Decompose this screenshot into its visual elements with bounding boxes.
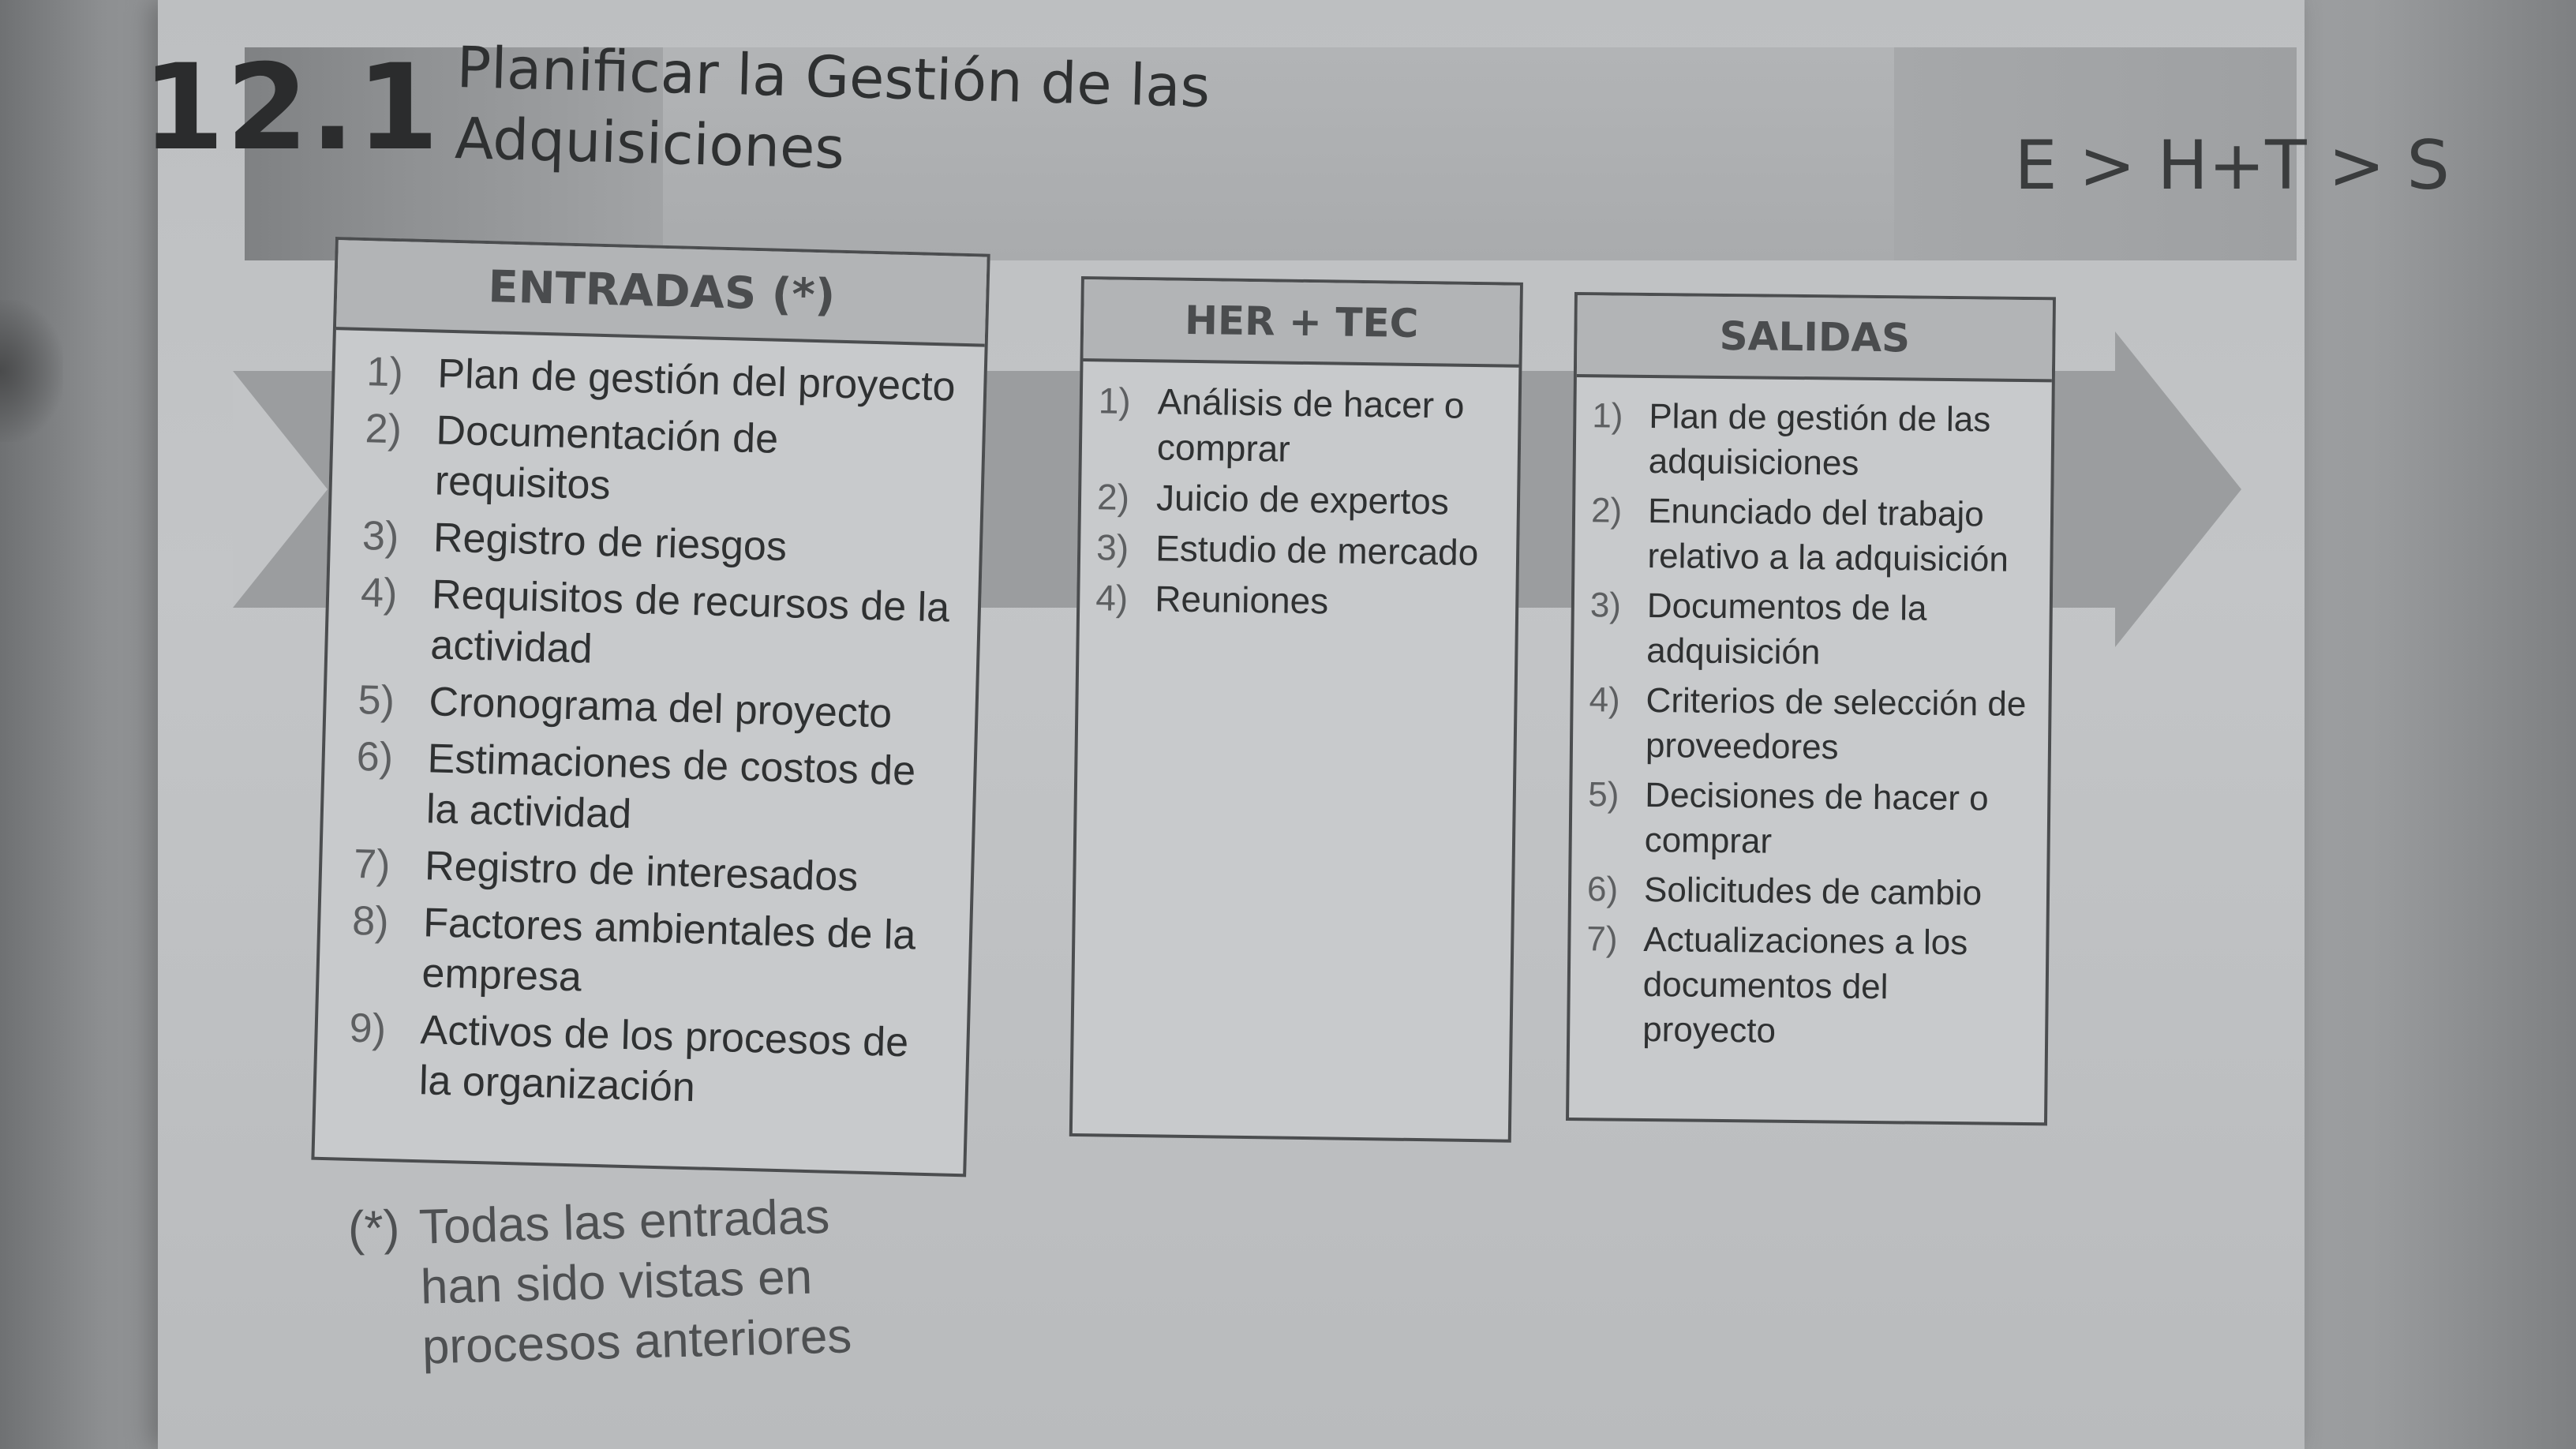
process-arrow-tail	[233, 371, 328, 608]
item-number: 8)	[351, 897, 390, 945]
item-text: Activos de los procesos de la organización	[418, 1007, 909, 1111]
list-item	[1097, 474, 1502, 525]
footnote-mark: (*)	[347, 1200, 401, 1256]
item-number: 3)	[361, 513, 400, 560]
list-item	[353, 839, 947, 905]
list-item	[1589, 582, 2034, 677]
entradas-heading: ENTRADAS (*)	[336, 240, 987, 346]
item-text: Análisis de hacer o comprar	[1156, 380, 1465, 470]
list-item	[350, 896, 946, 1013]
item-number: 1)	[365, 349, 404, 396]
footnote-line1: Todas las entradas	[418, 1189, 831, 1255]
salidas-list	[1570, 377, 2052, 1056]
item-number: 2)	[364, 406, 402, 453]
item-number: 3)	[1589, 586, 1622, 625]
list-item	[1096, 524, 1501, 575]
item-text: Criterios de selección de proveedores	[1645, 680, 2027, 767]
item-text: Solicitudes de cambio	[1643, 870, 1983, 913]
section-title-line1: Planificar la Gestión de las	[455, 33, 1211, 120]
entradas-box	[311, 237, 990, 1177]
list-item	[1587, 867, 2031, 916]
list-item	[359, 567, 955, 684]
hertec-list	[1080, 361, 1519, 627]
section-number: 12.1	[142, 39, 441, 177]
item-number: 4)	[1589, 680, 1620, 720]
process-arrow-head-icon	[2115, 331, 2241, 647]
item-text: Documentación de requisitos	[434, 407, 779, 509]
list-item	[1587, 772, 2031, 867]
item-text: Cronograma del proyecto	[428, 679, 893, 737]
list-item	[1586, 916, 2031, 1056]
item-text: Plan de gestión de las adquisiciones	[1648, 396, 1991, 483]
list-item	[347, 1003, 943, 1120]
section-title-line2: Adquisiciones	[454, 104, 846, 182]
footnote	[347, 1186, 852, 1380]
item-number: 7)	[353, 841, 391, 889]
item-number: 5)	[357, 676, 395, 724]
salidas-box	[1566, 292, 2056, 1125]
item-text: Registro de interesados	[424, 843, 859, 900]
item-text: Requisitos de recursos de la actividad	[429, 571, 950, 672]
list-item	[366, 346, 960, 413]
item-text: Actualizaciones a los documentos del proyecto	[1642, 919, 1968, 1050]
item-number: 4)	[1095, 577, 1129, 619]
footnote-line3: procesos anteriores	[421, 1309, 853, 1375]
item-number: 9)	[348, 1005, 387, 1053]
list-item	[358, 675, 952, 741]
item-text: Decisiones de hacer o comprar	[1644, 775, 1989, 861]
item-text: Plan de gestión del proyecto	[436, 350, 957, 410]
item-text: Reuniones	[1154, 578, 1329, 622]
list-item	[1098, 377, 1503, 474]
item-number: 4)	[360, 570, 399, 617]
herramientas-tecnicas-box	[1069, 276, 1523, 1143]
list-item	[1589, 677, 2033, 772]
item-text: Documentos de la adquisición	[1646, 586, 1927, 672]
footnote-line2: han sido vistas en	[420, 1249, 813, 1315]
list-item	[363, 403, 959, 520]
list-item	[1095, 575, 1500, 626]
item-number: 1)	[1592, 396, 1623, 436]
list-item	[1591, 393, 2035, 488]
item-number: 2)	[1590, 491, 1623, 530]
item-text: Juicio de expertos	[1155, 477, 1450, 522]
hertec-heading: HER + TEC	[1083, 279, 1519, 368]
item-text: Estudio de mercado	[1155, 527, 1479, 574]
item-text: Registro de riesgos	[432, 515, 788, 571]
item-number: 2)	[1096, 476, 1130, 518]
item-number: 7)	[1586, 919, 1618, 959]
item-text: Factores ambientales de la empresa	[421, 900, 917, 1001]
list-item	[361, 511, 956, 577]
process-formula: E > H+T > S	[2014, 126, 2450, 205]
list-item	[354, 732, 950, 848]
item-number: 1)	[1098, 380, 1132, 421]
item-text: Estimaciones de costos de la actividad	[425, 736, 916, 838]
item-number: 6)	[356, 733, 394, 781]
salidas-heading: SALIDAS	[1577, 295, 2053, 382]
item-number: 5)	[1588, 775, 1619, 814]
item-text: Enunciado del trabajo relativo a la adquisición	[1647, 491, 2009, 579]
list-item	[1590, 488, 2035, 582]
section-title	[454, 32, 1211, 193]
item-number: 3)	[1095, 526, 1129, 568]
entradas-list	[316, 330, 984, 1120]
item-number: 6)	[1586, 870, 1619, 909]
page-shadow	[0, 300, 63, 442]
